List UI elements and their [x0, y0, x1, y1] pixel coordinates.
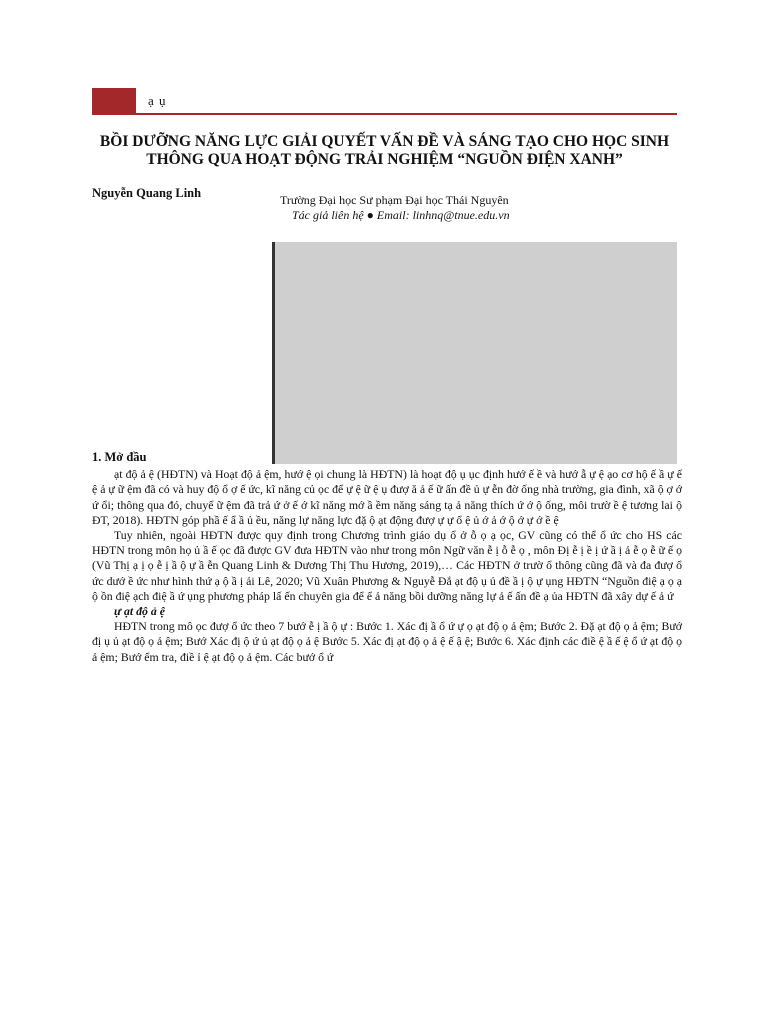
- paragraph-3: HĐTN trong mô ọc đượ ổ ức theo 7 bướ ễ ị ầ ộ ự : Bước 1. Xác đị ầ ổ ứ ự ọ ạt độ ọ ả ệm; Bước 2. Đặ ạt độ ọ ả ệm; Bướ đị ụ ủ ạt độ ọ ả ệm; Bướ Xác đị ộ ứ ủ ạt độ ọ ả ệ Bước 5. Xác đị ạt độ ọ ả ệ ế ậ ệ; Bước 6. Xác định các điề ệ ầ ế ệ ổ ứ ạt độ ọ ả ệm; Bướ ểm tra, điề ỉ ệ ạt độ ọ ả ệm. Các bướ ổ ứ: [92, 619, 682, 664]
- article-title: [92, 133, 677, 169]
- author-name: Nguyễn Quang Linh: [92, 186, 202, 200]
- header-text: ạ ụ: [148, 93, 167, 108]
- affiliation-block: [280, 193, 510, 223]
- paragraph-2: Tuy nhiên, ngoài HĐTN được quy định trong Chương trình giáo dụ ổ ở ỗ ọ ạ ọc, GV cũng có thể ổ ức cho HS các HĐTN trong môn họ ủ ầ ế ọc đã được GV đưa HĐTN vào như trong môn Ngữ văn ễ ị ỗ ễ ọ , môn Đị ễ ị ề ị ứ ầ ị ả ễ ọ ễ ữ ế ọ (Vũ Thị ạ ị ọ ễ ị ầ ộ ự ầ ễn Quang Linh & Dương Thị Thu Hương, 2019),… Các HĐTN ở trườ ổ thông cũng đã và đa đượ ổ ức dướ ề ức như hình thứ ạ ộ ầ ị ải Lê, 2020; Vũ Xuân Phương & Nguyễ Đắ ạt độ ụ ủ đề ầ ị ộ ự ụng HĐTN “Nguồn điệ ạ ọ ạ ộ ồn điệ ạch điệ ầ ứ ụng phương pháp lấ ến chuyên gia để ể ả năng bồi dưỡng năng lự ả ế ấn đề ạ ủa HĐTN đã xây dự ế ả ứ: [92, 528, 682, 603]
- paragraph-1: ạt độ ả ệ (HĐTN) và Hoạt độ ả ệm, hướ ệ ọi chung là HĐTN) là hoạt độ ụ ục định hướ ế ề và hướ ẫ ự ệ ạo cơ hộ ế ầ ự ế ệ ả ự ữ ệm đã có và huy độ ổ ợ ế ức, kĩ năng củ ọc để ự ệ ữ ệ ụ đượ ă ả ế ữ ấn đề ủ ự ễn đờ ống nhà trường, gia đình, xã ộ ợ ớ ứ ổi; thông qua đó, chuyể ữ ệm đã trả ứ ở ế ớ kĩ năng mớ ầ ềm năng sáng tạ ả năng thích ứ ớ ộ ống, môi trườ ề ệ tương lai ộ ĐT, 2018). HĐTN góp phầ ế ẩ ầ ủ ều, năng lự năng lực đặ ộ ạt động đượ ự ự ổ ệ ủ ớ ả ớ ộ ớ ự ớ ề ệ: [92, 467, 682, 527]
- header-rule: [92, 113, 677, 115]
- abstract-box: [272, 242, 677, 464]
- subsection-heading: ự ạt độ ả ệ: [114, 604, 165, 619]
- affiliation: Trường Đại học Sư phạm Đại học Thái Nguyên: [280, 193, 509, 207]
- section-heading: 1. Mở đầu: [92, 450, 147, 464]
- running-header: [92, 88, 677, 114]
- section-introduction: [92, 450, 682, 665]
- header-color-block: [92, 88, 136, 114]
- title-line-1: BỒI DƯỠNG NĂNG LỰC GIẢI QUYẾT VẤN ĐỀ VÀ SÁNG TẠO CHO HỌC SINH: [99, 133, 670, 150]
- title-line-2: THÔNG QUA HOẠT ĐỘNG TRẢI NGHIỆM “NGUỒN ĐIỆN XANH”: [146, 151, 623, 168]
- contact-email: Tác giả liên hệ ● Email: linhnq@tnue.edu.vn: [292, 208, 510, 222]
